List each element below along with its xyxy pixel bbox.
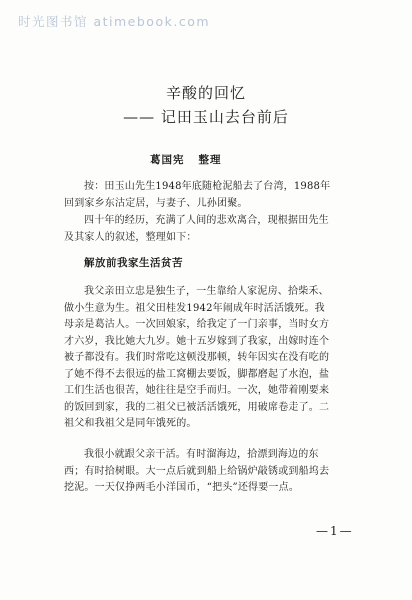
text-line: 的饭回到家，我的二祖父已被活活饿死，用破席卷走了。二: [64, 401, 330, 413]
text-line: 祖父和我祖父是同年饿死的。: [64, 418, 197, 429]
text-line: 我很小就跟父亲干活。有时溜海边，拾漂到海边的东: [84, 449, 319, 460]
compiler-role: 整理: [198, 154, 222, 166]
text-line: 按：田玉山先生1948年底随枪泥船去了台湾，1988年: [84, 181, 331, 192]
text-line: 四十年的经历，充满了人间的悲欢离合，现根据田先生: [84, 215, 329, 226]
text-line: 工们生活也很苦，她往往是空手而归。一次，她带着刚要来: [64, 385, 330, 396]
page-number: —1—: [316, 524, 354, 538]
watermark: 时光图书馆 atimebook.com: [18, 14, 211, 29]
compiler-name: 葛国宪: [150, 154, 185, 166]
text-line: 回到家乡东沽定居，与妻子、儿孙团聚。: [64, 197, 248, 209]
text-line: 了她不得不去很远的盐工窝棚去要饭，脚都磨起了水泡，盐: [64, 368, 330, 380]
body-paragraph-work: [64, 447, 356, 497]
text-line: 做小生意为生。祖父田桂发1942年闹成年时活活饿死。我: [64, 302, 325, 314]
page-title: 辛酸的回忆: [165, 84, 246, 102]
text-line: 才六岁，我比她大九岁。她十五岁嫁到了我家，出嫁时连个: [64, 335, 330, 347]
text-line: 母亲是葛沽人。一次回娘家，给我定了一门亲事，当时女方: [64, 319, 330, 330]
text-line: 及其家人的叙述，整理如下：: [64, 231, 197, 243]
editor-note-paragraph: [64, 179, 356, 212]
text-line: 我父亲田立忠是独生子，一生靠给人家泥房、拾柴禾、: [84, 286, 329, 297]
text-line: 挖泥。一天仅挣两毛小洋国币，“把头”还得要一点。: [64, 482, 300, 493]
compiler-byline: [150, 152, 222, 167]
text-line: 被子都没有。我们时常吃这顿没那顿，转年因实在没有吃的: [64, 352, 330, 363]
intro-paragraph: [64, 213, 356, 246]
text-line: 西；有时拾树眼。大一点后就到船上给锅炉敲锈或到船坞去: [64, 465, 330, 477]
section-heading: 解放前我家生活贫苦: [84, 257, 183, 269]
body-paragraph-family: [64, 284, 356, 433]
page-subtitle: —— 记田玉山去台前后: [123, 108, 289, 126]
